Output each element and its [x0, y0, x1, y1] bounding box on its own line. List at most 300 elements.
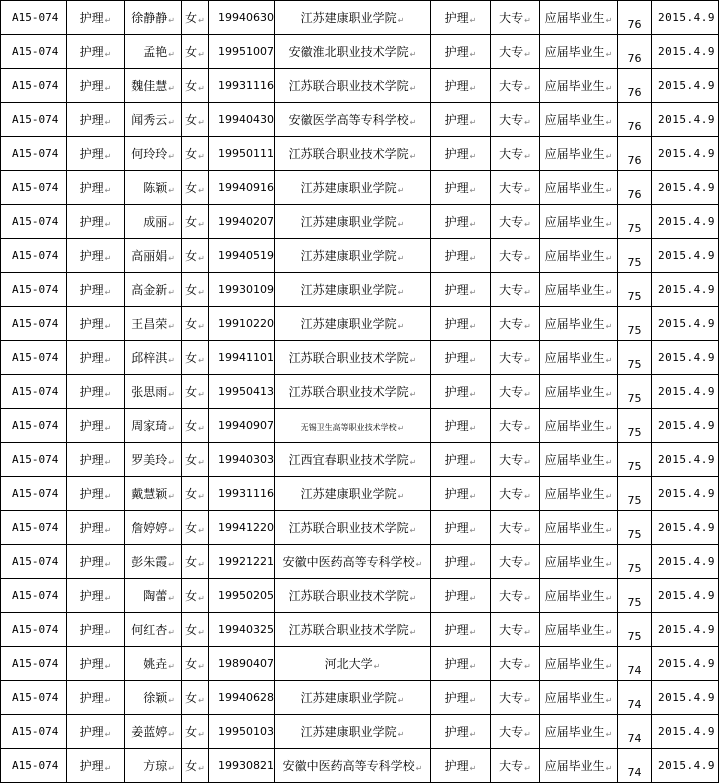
paragraph-mark-icon: ↵: [104, 730, 112, 739]
degree-cell: [491, 443, 540, 477]
score-cell-text: 75: [627, 562, 642, 575]
degree-cell-text: 大专: [499, 283, 524, 297]
paragraph-mark-icon: ↵: [409, 594, 417, 603]
school-cell: [275, 477, 431, 511]
exam-code-cell: [1, 171, 67, 205]
gender-cell-text: 女: [185, 181, 198, 195]
paragraph-mark-icon: ↵: [524, 288, 531, 297]
table-row: [1, 545, 719, 579]
paragraph-mark-icon: ↵: [397, 186, 405, 195]
school-cell: [275, 443, 431, 477]
paragraph-mark-icon: ↵: [168, 560, 175, 569]
paragraph-mark-icon: ↵: [168, 526, 175, 535]
degree-cell-text: 大专: [499, 725, 524, 739]
gender-cell-text: 女: [185, 249, 198, 263]
status-cell: [540, 205, 618, 239]
name-cell-text: 高丽娟: [131, 249, 168, 263]
position-cell: [67, 171, 125, 205]
degree-cell: [491, 307, 540, 341]
birth-date-cell-text: 19950111: [218, 147, 274, 160]
score-cell-text: 75: [627, 630, 642, 643]
school-cell-text: 江苏联合职业技术学院: [288, 589, 409, 603]
gender-cell: [182, 545, 209, 579]
date-cell-text: 2015.4.9: [658, 351, 715, 364]
date-cell: [652, 307, 719, 341]
score-cell-text: 75: [627, 494, 642, 507]
name-cell: [125, 409, 182, 443]
paragraph-mark-icon: ↵: [469, 594, 477, 603]
name-cell: [125, 35, 182, 69]
score-cell: [618, 307, 652, 341]
status-cell-text: 应届毕业生: [544, 589, 605, 603]
position-cell-text: 护理: [79, 555, 104, 569]
score-cell-text: 76: [627, 18, 642, 31]
major-cell: [431, 35, 491, 69]
name-cell-text: 姚垚: [143, 657, 168, 671]
paragraph-mark-icon: ↵: [168, 322, 175, 331]
degree-cell: [491, 545, 540, 579]
paragraph-mark-icon: ↵: [168, 16, 175, 25]
school-cell: [275, 579, 431, 613]
status-cell-text: 应届毕业生: [544, 453, 605, 467]
exam-code-cell: [1, 545, 67, 579]
paragraph-mark-icon: ↵: [469, 560, 477, 569]
birth-date-cell-text: 19930109: [218, 283, 274, 296]
school-cell-text: 安徽中医药高等专科学校: [282, 759, 415, 773]
name-cell-text: 陈颖: [143, 181, 168, 195]
status-cell-text: 应届毕业生: [544, 317, 605, 331]
position-cell-text: 护理: [79, 249, 104, 263]
paragraph-mark-icon: ↵: [524, 220, 531, 229]
paragraph-mark-icon: ↵: [605, 560, 613, 569]
position-cell: [67, 239, 125, 273]
birth-date-cell-text: 19951007: [218, 45, 274, 58]
paragraph-mark-icon: ↵: [605, 186, 613, 195]
exam-code-cell-text: A15-074: [12, 759, 59, 772]
exam-code-cell: [1, 647, 67, 681]
major-cell-text: 护理: [444, 249, 469, 263]
name-cell-text: 魏佳慧: [131, 79, 168, 93]
birth-date-cell: [209, 103, 275, 137]
paragraph-mark-icon: ↵: [373, 662, 381, 671]
score-cell-text: 75: [627, 528, 642, 541]
gender-cell: [182, 341, 209, 375]
position-cell-text: 护理: [79, 419, 104, 433]
position-cell: [67, 647, 125, 681]
paragraph-mark-icon: ↵: [168, 254, 175, 263]
name-cell: [125, 375, 182, 409]
status-cell: [540, 273, 618, 307]
paragraph-mark-icon: ↵: [469, 16, 477, 25]
gender-cell: [182, 375, 209, 409]
position-cell: [67, 1, 125, 35]
exam-code-cell: [1, 205, 67, 239]
name-cell: [125, 443, 182, 477]
name-cell: [125, 613, 182, 647]
date-cell: [652, 511, 719, 545]
exam-code-cell: [1, 375, 67, 409]
date-cell: [652, 1, 719, 35]
paragraph-mark-icon: ↵: [397, 254, 405, 263]
major-cell-text: 护理: [444, 11, 469, 25]
position-cell: [67, 137, 125, 171]
gender-cell-text: 女: [185, 11, 198, 25]
exam-code-cell: [1, 477, 67, 511]
gender-cell-text: 女: [185, 45, 198, 59]
exam-code-cell-text: A15-074: [12, 283, 59, 296]
paragraph-mark-icon: ↵: [469, 118, 477, 127]
name-cell: [125, 681, 182, 715]
exam-code-cell: [1, 307, 67, 341]
gender-cell-text: 女: [185, 657, 198, 671]
paragraph-mark-icon: ↵: [605, 152, 613, 161]
position-cell-text: 护理: [79, 623, 104, 637]
score-cell: [618, 239, 652, 273]
score-cell: [618, 273, 652, 307]
name-cell: [125, 239, 182, 273]
degree-cell: [491, 69, 540, 103]
degree-cell: [491, 749, 540, 783]
paragraph-mark-icon: ↵: [605, 322, 613, 331]
name-cell: [125, 1, 182, 35]
paragraph-mark-icon: ↵: [469, 764, 477, 773]
date-cell-text: 2015.4.9: [658, 113, 715, 126]
table-row: [1, 647, 719, 681]
degree-cell: [491, 477, 540, 511]
degree-cell-text: 大专: [499, 147, 524, 161]
name-cell-text: 王昌荣: [131, 317, 168, 331]
name-cell-text: 戴慧颖: [131, 487, 168, 501]
major-cell-text: 护理: [444, 113, 469, 127]
paragraph-mark-icon: ↵: [469, 492, 477, 501]
major-cell-text: 护理: [444, 589, 469, 603]
exam-code-cell-text: A15-074: [12, 317, 59, 330]
name-cell: [125, 715, 182, 749]
status-cell-text: 应届毕业生: [544, 113, 605, 127]
name-cell: [125, 545, 182, 579]
date-cell: [652, 443, 719, 477]
score-cell-text: 76: [627, 52, 642, 65]
paragraph-mark-icon: ↵: [168, 696, 175, 705]
gender-cell: [182, 273, 209, 307]
status-cell-text: 应届毕业生: [544, 385, 605, 399]
status-cell: [540, 647, 618, 681]
paragraph-mark-icon: ↵: [605, 424, 613, 433]
degree-cell: [491, 103, 540, 137]
school-cell-text: 江苏建康职业学院: [300, 181, 397, 195]
major-cell: [431, 1, 491, 35]
position-cell-text: 护理: [79, 215, 104, 229]
name-cell-text: 周家琦: [131, 419, 168, 433]
paragraph-mark-icon: ↵: [469, 696, 477, 705]
degree-cell: [491, 681, 540, 715]
exam-code-cell: [1, 443, 67, 477]
status-cell: [540, 69, 618, 103]
paragraph-mark-icon: ↵: [605, 526, 613, 535]
school-cell-text: 江苏联合职业技术学院: [288, 351, 409, 365]
birth-date-cell-text: 19940630: [218, 11, 274, 24]
gender-cell: [182, 35, 209, 69]
school-cell-text: 江苏建康职业学院: [300, 283, 397, 297]
paragraph-mark-icon: ↵: [168, 594, 175, 603]
gender-cell: [182, 137, 209, 171]
score-cell: [618, 647, 652, 681]
paragraph-mark-icon: ↵: [524, 560, 531, 569]
paragraph-mark-icon: ↵: [397, 322, 405, 331]
score-cell: [618, 545, 652, 579]
position-cell: [67, 375, 125, 409]
position-cell: [67, 35, 125, 69]
degree-cell: [491, 239, 540, 273]
birth-date-cell: [209, 341, 275, 375]
position-cell-text: 护理: [79, 283, 104, 297]
paragraph-mark-icon: ↵: [469, 254, 477, 263]
paragraph-mark-icon: ↵: [469, 220, 477, 229]
score-cell: [618, 579, 652, 613]
date-cell-text: 2015.4.9: [658, 657, 715, 670]
paragraph-mark-icon: ↵: [168, 288, 175, 297]
paragraph-mark-icon: ↵: [198, 288, 205, 297]
major-cell: [431, 477, 491, 511]
gender-cell-text: 女: [185, 79, 198, 93]
paragraph-mark-icon: ↵: [104, 356, 112, 365]
degree-cell-text: 大专: [499, 759, 524, 773]
score-cell: [618, 341, 652, 375]
gender-cell: [182, 579, 209, 613]
paragraph-mark-icon: ↵: [104, 526, 112, 535]
birth-date-cell: [209, 205, 275, 239]
table-row: [1, 613, 719, 647]
gender-cell-text: 女: [185, 759, 198, 773]
exam-code-cell: [1, 137, 67, 171]
paragraph-mark-icon: ↵: [198, 458, 205, 467]
name-cell: [125, 341, 182, 375]
score-cell: [618, 69, 652, 103]
paragraph-mark-icon: ↵: [198, 186, 205, 195]
paragraph-mark-icon: ↵: [168, 152, 175, 161]
paragraph-mark-icon: ↵: [168, 84, 175, 93]
status-cell-text: 应届毕业生: [544, 521, 605, 535]
date-cell: [652, 103, 719, 137]
table-row: [1, 681, 719, 715]
birth-date-cell-text: 19931116: [218, 79, 274, 92]
paragraph-mark-icon: ↵: [198, 220, 205, 229]
paragraph-mark-icon: ↵: [168, 118, 175, 127]
position-cell: [67, 341, 125, 375]
major-cell-text: 护理: [444, 521, 469, 535]
major-cell: [431, 375, 491, 409]
birth-date-cell: [209, 239, 275, 273]
exam-code-cell: [1, 69, 67, 103]
position-cell-text: 护理: [79, 691, 104, 705]
birth-date-cell-text: 19940430: [218, 113, 274, 126]
school-cell-text: 江苏联合职业技术学院: [288, 385, 409, 399]
exam-code-cell-text: A15-074: [12, 521, 59, 534]
paragraph-mark-icon: ↵: [168, 186, 175, 195]
paragraph-mark-icon: ↵: [524, 356, 531, 365]
degree-cell: [491, 205, 540, 239]
position-cell-text: 护理: [79, 351, 104, 365]
status-cell-text: 应届毕业生: [544, 283, 605, 297]
date-cell: [652, 545, 719, 579]
paragraph-mark-icon: ↵: [198, 84, 205, 93]
date-cell: [652, 681, 719, 715]
position-cell: [67, 545, 125, 579]
major-cell: [431, 715, 491, 749]
degree-cell: [491, 579, 540, 613]
school-cell-text: 江苏联合职业技术学院: [288, 623, 409, 637]
paragraph-mark-icon: ↵: [397, 492, 405, 501]
score-cell: [618, 749, 652, 783]
name-cell: [125, 477, 182, 511]
degree-cell-text: 大专: [499, 555, 524, 569]
degree-cell: [491, 1, 540, 35]
paragraph-mark-icon: ↵: [409, 390, 417, 399]
gender-cell: [182, 443, 209, 477]
paragraph-mark-icon: ↵: [409, 50, 417, 59]
paragraph-mark-icon: ↵: [198, 628, 205, 637]
school-cell: [275, 647, 431, 681]
paragraph-mark-icon: ↵: [198, 254, 205, 263]
paragraph-mark-icon: ↵: [524, 16, 531, 25]
score-cell-text: 75: [627, 222, 642, 235]
degree-cell: [491, 273, 540, 307]
paragraph-mark-icon: ↵: [198, 594, 205, 603]
school-cell: [275, 307, 431, 341]
school-cell-text: 安徽淮北职业技术学院: [288, 45, 409, 59]
date-cell-text: 2015.4.9: [658, 283, 715, 296]
exam-code-cell: [1, 681, 67, 715]
paragraph-mark-icon: ↵: [524, 730, 531, 739]
degree-cell: [491, 171, 540, 205]
score-cell: [618, 205, 652, 239]
exam-code-cell-text: A15-074: [12, 555, 59, 568]
school-cell: [275, 103, 431, 137]
status-cell-text: 应届毕业生: [544, 487, 605, 501]
score-cell: [618, 375, 652, 409]
degree-cell-text: 大专: [499, 317, 524, 331]
exam-code-cell: [1, 341, 67, 375]
birth-date-cell: [209, 443, 275, 477]
major-cell: [431, 749, 491, 783]
date-cell: [652, 35, 719, 69]
name-cell: [125, 205, 182, 239]
degree-cell: [491, 341, 540, 375]
exam-code-cell-text: A15-074: [12, 45, 59, 58]
status-cell: [540, 715, 618, 749]
paragraph-mark-icon: ↵: [524, 594, 531, 603]
position-cell: [67, 69, 125, 103]
paragraph-mark-icon: ↵: [469, 84, 477, 93]
paragraph-mark-icon: ↵: [469, 152, 477, 161]
date-cell-text: 2015.4.9: [658, 555, 715, 568]
major-cell-text: 护理: [444, 181, 469, 195]
paragraph-mark-icon: ↵: [198, 764, 205, 773]
table-row: [1, 409, 719, 443]
table-row: [1, 273, 719, 307]
paragraph-mark-icon: ↵: [198, 526, 205, 535]
paragraph-mark-icon: ↵: [469, 730, 477, 739]
paragraph-mark-icon: ↵: [605, 254, 613, 263]
exam-code-cell-text: A15-074: [12, 623, 59, 636]
date-cell-text: 2015.4.9: [658, 79, 715, 92]
date-cell: [652, 749, 719, 783]
score-cell: [618, 171, 652, 205]
date-cell: [652, 341, 719, 375]
score-cell-text: 76: [627, 86, 642, 99]
status-cell-text: 应届毕业生: [544, 623, 605, 637]
position-cell: [67, 715, 125, 749]
status-cell: [540, 545, 618, 579]
paragraph-mark-icon: ↵: [469, 390, 477, 399]
paragraph-mark-icon: ↵: [104, 492, 112, 501]
paragraph-mark-icon: ↵: [104, 84, 112, 93]
school-cell-text: 安徽中医药高等专科学校: [282, 555, 415, 569]
date-cell: [652, 477, 719, 511]
status-cell: [540, 1, 618, 35]
paragraph-mark-icon: ↵: [104, 628, 112, 637]
exam-code-cell: [1, 1, 67, 35]
status-cell: [540, 171, 618, 205]
birth-date-cell-text: 19940519: [218, 249, 274, 262]
major-cell: [431, 307, 491, 341]
school-cell: [275, 375, 431, 409]
paragraph-mark-icon: ↵: [104, 16, 112, 25]
date-cell-text: 2015.4.9: [658, 419, 715, 432]
exam-code-cell-text: A15-074: [12, 351, 59, 364]
gender-cell-text: 女: [185, 113, 198, 127]
school-cell: [275, 341, 431, 375]
date-cell: [652, 613, 719, 647]
gender-cell: [182, 749, 209, 783]
gender-cell-text: 女: [185, 555, 198, 569]
exam-code-cell-text: A15-074: [12, 113, 59, 126]
paragraph-mark-icon: ↵: [524, 254, 531, 263]
date-cell-text: 2015.4.9: [658, 317, 715, 330]
paragraph-mark-icon: ↵: [104, 560, 112, 569]
position-cell-text: 护理: [79, 113, 104, 127]
status-cell: [540, 35, 618, 69]
major-cell-text: 护理: [444, 45, 469, 59]
position-cell-text: 护理: [79, 725, 104, 739]
school-cell: [275, 545, 431, 579]
birth-date-cell-text: 19940907: [218, 419, 274, 432]
exam-code-cell-text: A15-074: [12, 385, 59, 398]
paragraph-mark-icon: ↵: [469, 356, 477, 365]
score-cell-text: 74: [627, 698, 642, 711]
birth-date-cell: [209, 137, 275, 171]
paragraph-mark-icon: ↵: [104, 594, 112, 603]
score-cell-text: 74: [627, 766, 642, 779]
degree-cell: [491, 613, 540, 647]
score-cell-text: 75: [627, 460, 642, 473]
paragraph-mark-icon: ↵: [198, 730, 205, 739]
birth-date-cell: [209, 69, 275, 103]
paragraph-mark-icon: ↵: [524, 696, 531, 705]
degree-cell-text: 大专: [499, 11, 524, 25]
score-cell-text: 74: [627, 664, 642, 677]
name-cell-text: 徐静静: [131, 11, 168, 25]
paragraph-mark-icon: ↵: [198, 662, 205, 671]
birth-date-cell: [209, 477, 275, 511]
exam-code-cell: [1, 749, 67, 783]
paragraph-mark-icon: ↵: [104, 220, 112, 229]
table-row: [1, 103, 719, 137]
degree-cell: [491, 137, 540, 171]
paragraph-mark-icon: ↵: [409, 628, 417, 637]
table-row: [1, 341, 719, 375]
gender-cell-text: 女: [185, 283, 198, 297]
